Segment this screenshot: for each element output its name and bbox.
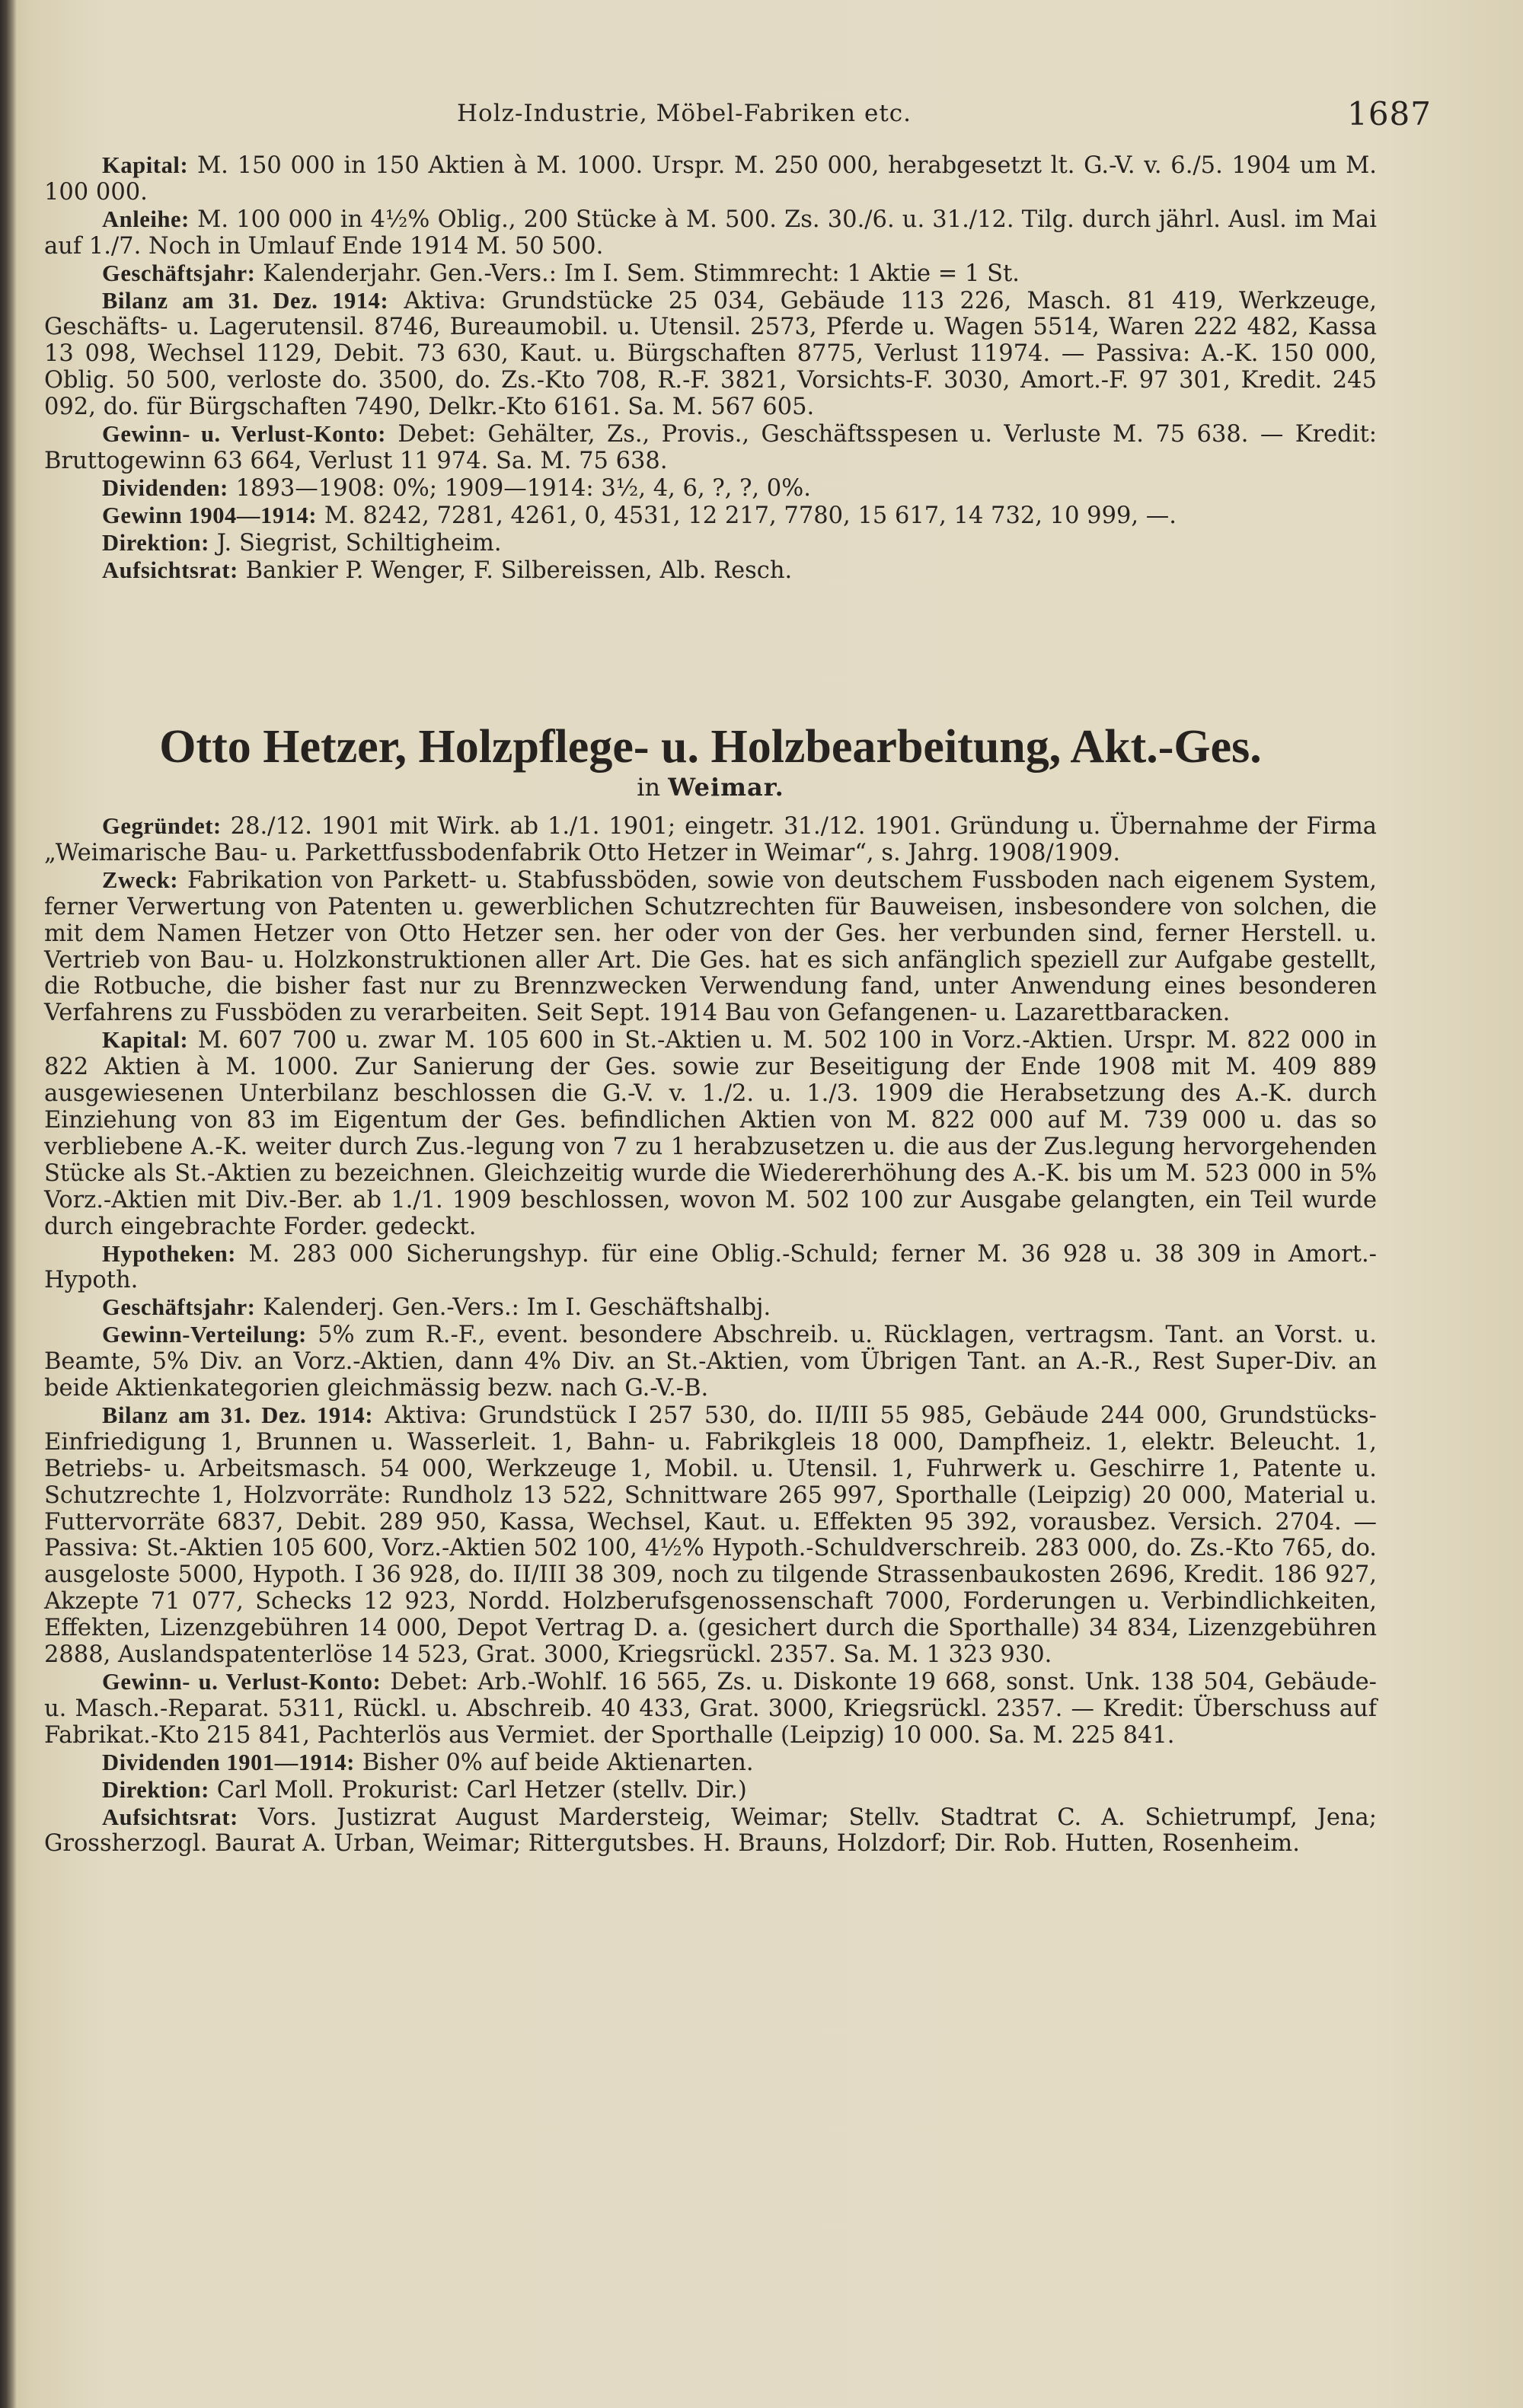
entry-paragraph <box>44 206 1377 260</box>
entry-paragraph <box>44 1749 1377 1777</box>
entry-key: Anleihe: <box>102 206 190 232</box>
location-prefix: in <box>637 773 661 802</box>
entry-key: Bilanz am 31. Dez. 1914: <box>102 287 389 314</box>
entry-text: Carl Moll. Prokurist: Carl Hetzer (stellv. Dir.) <box>209 1776 747 1804</box>
entry-text: M. 8242, 7281, 4261, 0, 4531, 12 217, 7780, 15 617, 14 732, 10 999, —. <box>317 502 1177 529</box>
entry-text: 5% zum R.-F., event. besondere Abschreib. u. Rücklagen, vertragsm. Tant. an Vorst. u. Beamte, 5% Div. an Vorz.-Aktien, dann 4% Div. an St.-Aktien, vom Übrigen Tant. an A.-R., Rest Super-Div. an beide Aktienkategorien gleichmässig bezw. nach G.-V.-B. <box>44 1322 1377 1402</box>
entry-key: Direktion: <box>102 1776 209 1803</box>
entry-key: Kapital: <box>102 152 189 178</box>
entry-paragraph <box>44 557 1377 585</box>
entry-key: Gegründet: <box>102 813 222 839</box>
entry-text: Kalenderjahr. Gen.-Vers.: Im I. Sem. Stimmrecht: 1 Aktie = 1 St. <box>255 260 1020 287</box>
entry-key: Dividenden: <box>102 474 228 501</box>
entry-paragraph <box>44 475 1377 502</box>
running-title: Holz-Industrie, Möbel-Fabriken etc. <box>457 100 912 127</box>
entry-paragraph <box>44 260 1377 288</box>
entry-text: Vors. Justizrat August Mardersteig, Weimar; Stellv. Stadtrat C. A. Schietrumpf, Jena; Grossherzogl. Baurat A. Urban, Weimar; Rittergutsbes. H. Brauns, Holzdorf; Dir. Rob. Hutten, Rosenheim. <box>44 1804 1377 1858</box>
entry-text: Debet: Arb.-Wohlf. 16 565, Zs. u. Diskonte 19 668, sonst. Unk. 138 504, Gebäude- u. Masch.-Reparat. 5311, Rückl. u. Abschreib. 40 433, Grat. 3000, Kriegsrückl. 2357. — Kredit: Überschuss auf Fabrikat.-Kto 215 841, Pachterlös aus Vermiet. der Sporthalle (Leipzig) 10 000. Sa. M. 225 841. <box>44 1669 1377 1749</box>
page-number: 1687 <box>1347 95 1432 132</box>
entry-key: Zweck: <box>102 866 179 893</box>
entry-text: M. 150 000 in 150 Aktien à M. 1000. Urspr. M. 250 000, herabgesetzt lt. G.-V. v. 6./5. 1904 um M. 100 000. <box>44 152 1377 206</box>
entry-text: 28./12. 1901 mit Wirk. ab 1./1. 1901; eingetr. 31./12. 1901. Gründung u. Übernahme der Firma „Weimarische Bau- u. Parkettfussbodenfabrik Otto Hetzer in Weimar“, s. Jahrg. 1908/1909. <box>44 813 1377 866</box>
entry-text: M. 100 000 in 4½% Oblig., 200 Stücke à M. 500. Zs. 30./6. u. 31./12. Tilg. durch jährl. Ausl. im Mai auf 1./7. Noch in Umlauf Ende 1914 M. 50 500. <box>44 206 1377 260</box>
entry-key: Gewinn-Verteilung: <box>102 1322 307 1348</box>
entry-paragraph <box>44 867 1377 1027</box>
entry-key: Gewinn- u. Verlust-Konto: <box>102 421 386 448</box>
entry-paragraph <box>44 813 1377 867</box>
entry-paragraph <box>44 1777 1377 1804</box>
entry-key: Aufsichtsrat: <box>102 1804 238 1830</box>
entry-text: 1893—1908: 0%; 1909—1914: 3½, 4, 6, ?, ?, 0%. <box>228 474 811 502</box>
entry-key: Geschäftsjahr: <box>102 1294 256 1321</box>
previous-company-section <box>44 152 1377 585</box>
entry-key: Gewinn- u. Verlust-Konto: <box>102 1669 382 1695</box>
entry-key: Kapital: <box>102 1027 189 1054</box>
entry-text: Fabrikation von Parkett- u. Stabfussböden, sowie von deutschem Fussboden nach eigenem System, ferner Verwertung von Patenten u. gewerblichen Schutzrechten für Bauweisen, insbesondere von solchen, die mit dem Namen Hetzer von Otto Hetzer sen. her oder von der Ges. her verbunden sind, ferner Herstell. u. Vertrieb von Bau- u. Holzkonstruktionen aller Art. Die Ges. hat es sich anfänglich speziell zur Aufgabe gestellt, die Rotbuche, die bisher fast nur zu Brennzwecken Verwendung fand, unter Anwendung eines besonderen Verfahrens zu Fussböden zu verarbeiten. Seit Sept. 1914 Bau von Gefangenen- u. Lazarettbaracken. <box>44 866 1377 1027</box>
running-header <box>457 95 1432 141</box>
company-section <box>44 813 1377 1858</box>
entry-key: Hypotheken: <box>102 1240 237 1267</box>
entry-paragraph <box>44 502 1377 530</box>
company-title: Otto Hetzer, Holzpflege- u. Holzbearbeitung, Akt.-Ges. <box>159 721 1262 773</box>
entry-text: Bankier P. Wenger, F. Silbereissen, Alb. Resch. <box>238 557 793 584</box>
entry-paragraph <box>44 288 1377 422</box>
entry-paragraph <box>44 1804 1377 1858</box>
location-city: Weimar. <box>668 773 784 802</box>
entry-text: Kalenderj. Gen.-Vers.: Im I. Geschäftshalbj. <box>255 1294 771 1322</box>
entry-key: Geschäftsjahr: <box>102 260 256 286</box>
entry-paragraph <box>44 421 1377 475</box>
company-location <box>44 773 1377 802</box>
book-gutter <box>0 0 17 2408</box>
entry-text: Aktiva: Grundstück I 257 530, do. II/III 55 985, Gebäude 244 000, Grundstücks-Einfriedigung 1, Brunnen u. Wasserleit. 1, Bahn- u. Fabrikgleis 18 000, Dampfheiz. 1, elektr. Beleucht. 1, Betriebs- u. Arbeitsmasch. 54 000, Werkzeuge 1, Mobil. u. Utensil. 1, Fuhrwerk u. Geschirre 1, Patente u. Schutzrechte 1, Holzvorräte: Rundholz 13 522, Schnittware 265 997, Sporthalle (Leipzig) 20 000, Material u. Futtervorräte 6837, Debit. 289 950, Kassa, Wechsel, Kaut. u. Effekten 95 392, vorausbez. Versich. 2704. — Passiva: St.-Aktien 105 600, Vorz.-Aktien 502 100, 4½% Hypoth.-Schuldverschreib. 283 000, do. Zs.-Kto 765, do. ausgeloste 5000, Hypoth. I 36 928, do. II/III 38 309, noch zu tilgende Strassenbaukosten 2696, Kredit. 186 927, Akzepte 71 077, Schecks 12 923, Nordd. Holzberufsgenossenschaft 7000, Forderungen u. Verbindlichkeiten, Effekten, Lizenzgebühren 14 000, Depot Vertrag D. a. (gesichert durch die Sporthalle) 34 834, Lizenzgebühren 2888, Auslandspatenterlöse 14 523, Grat. 3000, Kriegsrückl. 2357. Sa. M. 1 323 930. <box>44 1402 1377 1669</box>
entry-text: M. 283 000 Sicherungshyp. für eine Oblig.-Schuld; ferner M. 36 928 u. 38 309 in Amort.-Hypoth. <box>44 1240 1377 1294</box>
entry-text: M. 607 700 u. zwar M. 105 600 in St.-Aktien u. M. 502 100 in Vorz.-Aktien. Urspr. M. 822 000 in 822 Aktien à M. 1000. Zur Sanierung der Ges. sowie zur Beseitigung der Ende 1908 mit M. 409 889 ausgewiesenen Unterbilanz beschlossen die G.-V. v. 1./2. u. 1./3. 1909 die Herabsetzung des A.-K. durch Einziehung von 83 im Eigentum der Ges. befindlichen Aktien von M. 822 000 auf M. 739 000 u. das so verbliebene A.-K. weiter durch Zus.-legung von 7 zu 1 herabzusetzen u. die aus der Zus.legung hervorgehenden Stücke als St.-Aktien zu bezeichnen. Gleichzeitig wurde die Wiedererhöhung des A.-K. bis um M. 523 000 in 5% Vorz.-Aktien mit Div.-Ber. ab 1./1. 1909 beschlossen, wovon M. 502 100 zur Ausgabe gelangten, ein Teil wurde durch eingebrachte Forder. gedeckt. <box>44 1027 1377 1240</box>
entry-key: Aufsichtsrat: <box>102 557 238 583</box>
entry-key: Direktion: <box>102 529 209 556</box>
entry-paragraph <box>44 530 1377 557</box>
entry-paragraph <box>44 1241 1377 1295</box>
entry-key: Dividenden 1901—1914: <box>102 1749 356 1775</box>
entry-paragraph <box>44 1322 1377 1402</box>
entry-paragraph <box>44 1294 1377 1322</box>
entry-paragraph <box>44 1669 1377 1749</box>
entry-paragraph <box>44 1402 1377 1669</box>
entry-key: Gewinn 1904—1914: <box>102 502 318 528</box>
entry-paragraph <box>44 152 1377 206</box>
entry-text: Aktiva: Grundstücke 25 034, Gebäude 113 226, Masch. 81 419, Werkzeuge, Geschäfts- u. Lagerutensil. 8746, Bureaumobil. u. Utensil. 2573, Pferde u. Wagen 5514, Waren 222 482, Kassa 13 098, Wechsel 1129, Debit. 73 630, Kaut. u. Bürgschaften 8775, Verlust 11974. — Passiva: A.-K. 150 000, Oblig. 50 500, verloste do. 3500, do. Zs.-Kto 708, R.-F. 3821, Vorsichts-F. 3030, Amort.-F. 97 301, Kredit. 245 092, do. für Bürgschaften 7490, Delkr.-Kto 6161. Sa. M. 567 605. <box>44 287 1377 421</box>
entry-text: Debet: Gehälter, Zs., Provis., Geschäftsspesen u. Verluste M. 75 638. — Kredit: Bruttogewinn 63 664, Verlust 11 974. Sa. M. 75 638. <box>44 421 1377 474</box>
entry-paragraph <box>44 1027 1377 1240</box>
entry-text: J. Siegrist, Schiltigheim. <box>209 529 502 557</box>
entry-key: Bilanz am 31. Dez. 1914: <box>102 1402 374 1428</box>
entry-text: Bisher 0% auf beide Aktienarten. <box>355 1749 754 1776</box>
